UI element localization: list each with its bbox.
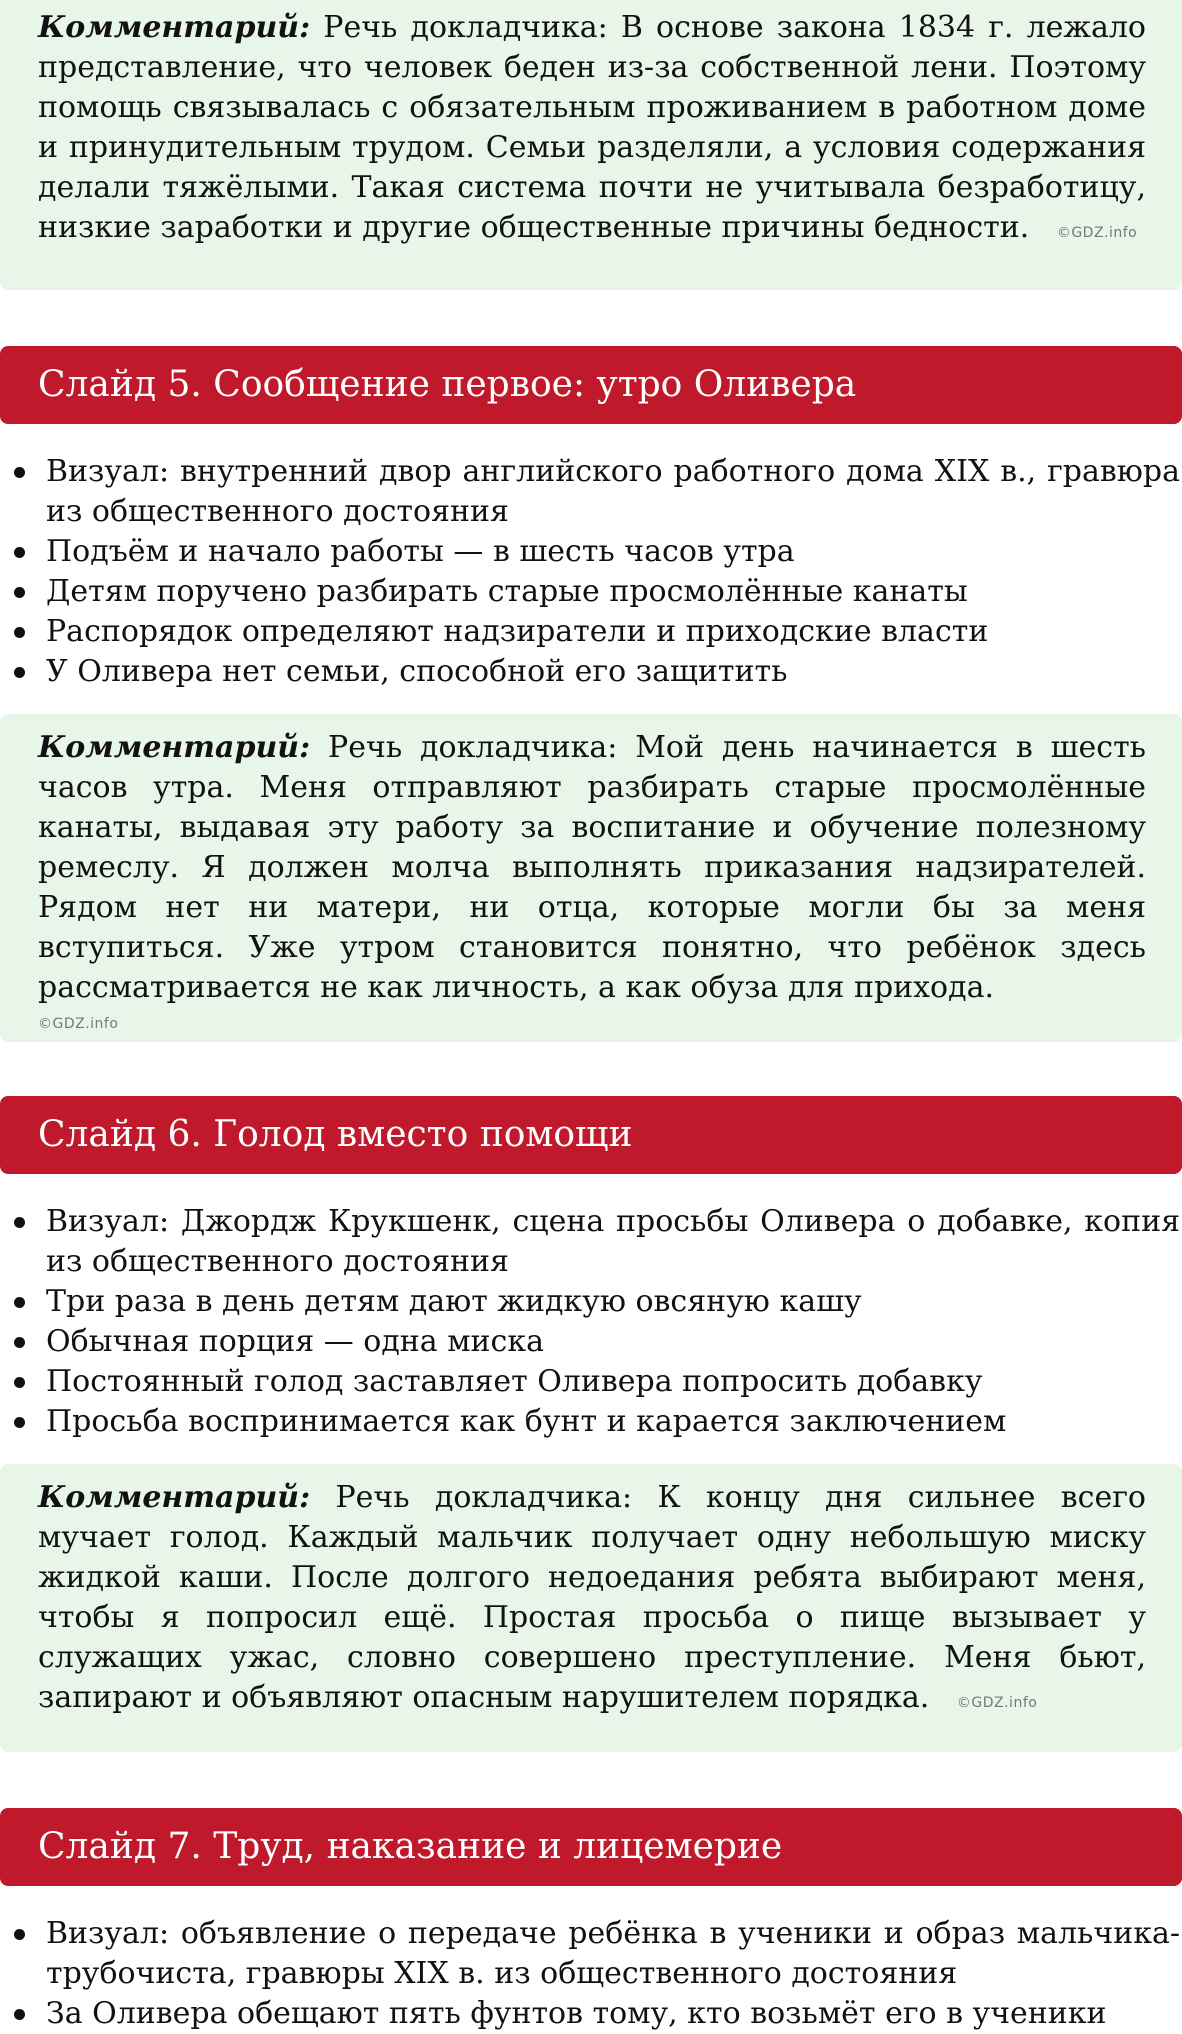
watermark: ©GDZ.info <box>1056 225 1138 241</box>
list-item: За Оливера обещают пять фунтов тому, кто возьмёт его в ученики <box>0 1994 1182 2034</box>
watermark: ©GDZ.info <box>956 1695 1038 1711</box>
list-item: Обычная порция — одна миска <box>0 1322 1182 1362</box>
slide-7-header: Слайд 7. Труд, наказание и лицемерие <box>0 1808 1182 1886</box>
list-item: У Оливера нет семьи, способной его защитить <box>0 652 1182 692</box>
comment-text: Речь докладчика: Мой день начинается в шесть часов утра. Меня отправляют разбирать старые просмолённые канаты, выдавая эту работу за воспитание и обучение полезному ремеслу. Я должен молча выполнять приказания надзирателей. Рядом нет ни матери, ни отца, которые могли бы за меня вступиться. Уже утром становится понятно, что ребёнок здесь рассматривается не как личность, а как обуза для прихода. <box>38 730 1146 1005</box>
comment-text: Речь докладчика: В основе закона 1834 г. лежало представление, что человек беден из-за собственной лени. Поэтому помощь связывалась с обязательным проживанием в работном доме и принудительным трудом. Семьи разделяли, а условия содержания делали тяжёлыми. Такая система почти не учитывала безработицу, низкие заработки и другие общественные причины бедности. <box>38 10 1146 245</box>
slide-6-header: Слайд 6. Голод вместо помощи <box>0 1096 1182 1174</box>
slide-5-bullets <box>0 452 1182 692</box>
list-item: Подъём и начало работы — в шесть часов утра <box>0 532 1182 572</box>
list-item: Постоянный голод заставляет Оливера попросить добавку <box>0 1362 1182 1402</box>
comment-block-intro <box>0 0 1182 290</box>
list-item: Распорядок определяют надзиратели и приходские власти <box>0 612 1182 652</box>
list-item: Три раза в день детям дают жидкую овсяную кашу <box>0 1282 1182 1322</box>
slide-7-bullets <box>0 1914 1182 2034</box>
comment-label: Комментарий: <box>38 730 311 765</box>
slide-6-bullets <box>0 1202 1182 1442</box>
comment-label: Комментарий: <box>38 10 311 45</box>
list-item: Просьба воспринимается как бунт и карается заключением <box>0 1402 1182 1442</box>
list-item: Визуал: внутренний двор английского работного дома XIX в., гравюра из общественного достояния <box>0 452 1182 532</box>
watermark: ©GDZ.info <box>38 1016 119 1032</box>
comment-block-slide-5 <box>0 714 1182 1042</box>
comment-block-slide-6 <box>0 1464 1182 1752</box>
comment-label: Комментарий: <box>38 1480 311 1515</box>
list-item: Визуал: объявление о передаче ребёнка в ученики и образ мальчика-трубочиста, гравюры XIX в. из общественного достояния <box>0 1914 1182 1994</box>
comment-text: Речь докладчика: К концу дня сильнее всего мучает голод. Каждый мальчик получает одну небольшую миску жидкой каши. После долгого недоедания ребята выбирают меня, чтобы я попросил ещё. Простая просьба о пище вызывает у служащих ужас, словно совершено преступление. Меня бьют, запирают и объявляют опасным нарушителем порядка. <box>38 1480 1146 1715</box>
list-item: Детям поручено разбирать старые просмолённые канаты <box>0 572 1182 612</box>
slide-5-header: Слайд 5. Сообщение первое: утро Оливера <box>0 346 1182 424</box>
list-item: Визуал: Джордж Крукшенк, сцена просьбы Оливера о добавке, копия из общественного достояния <box>0 1202 1182 1282</box>
